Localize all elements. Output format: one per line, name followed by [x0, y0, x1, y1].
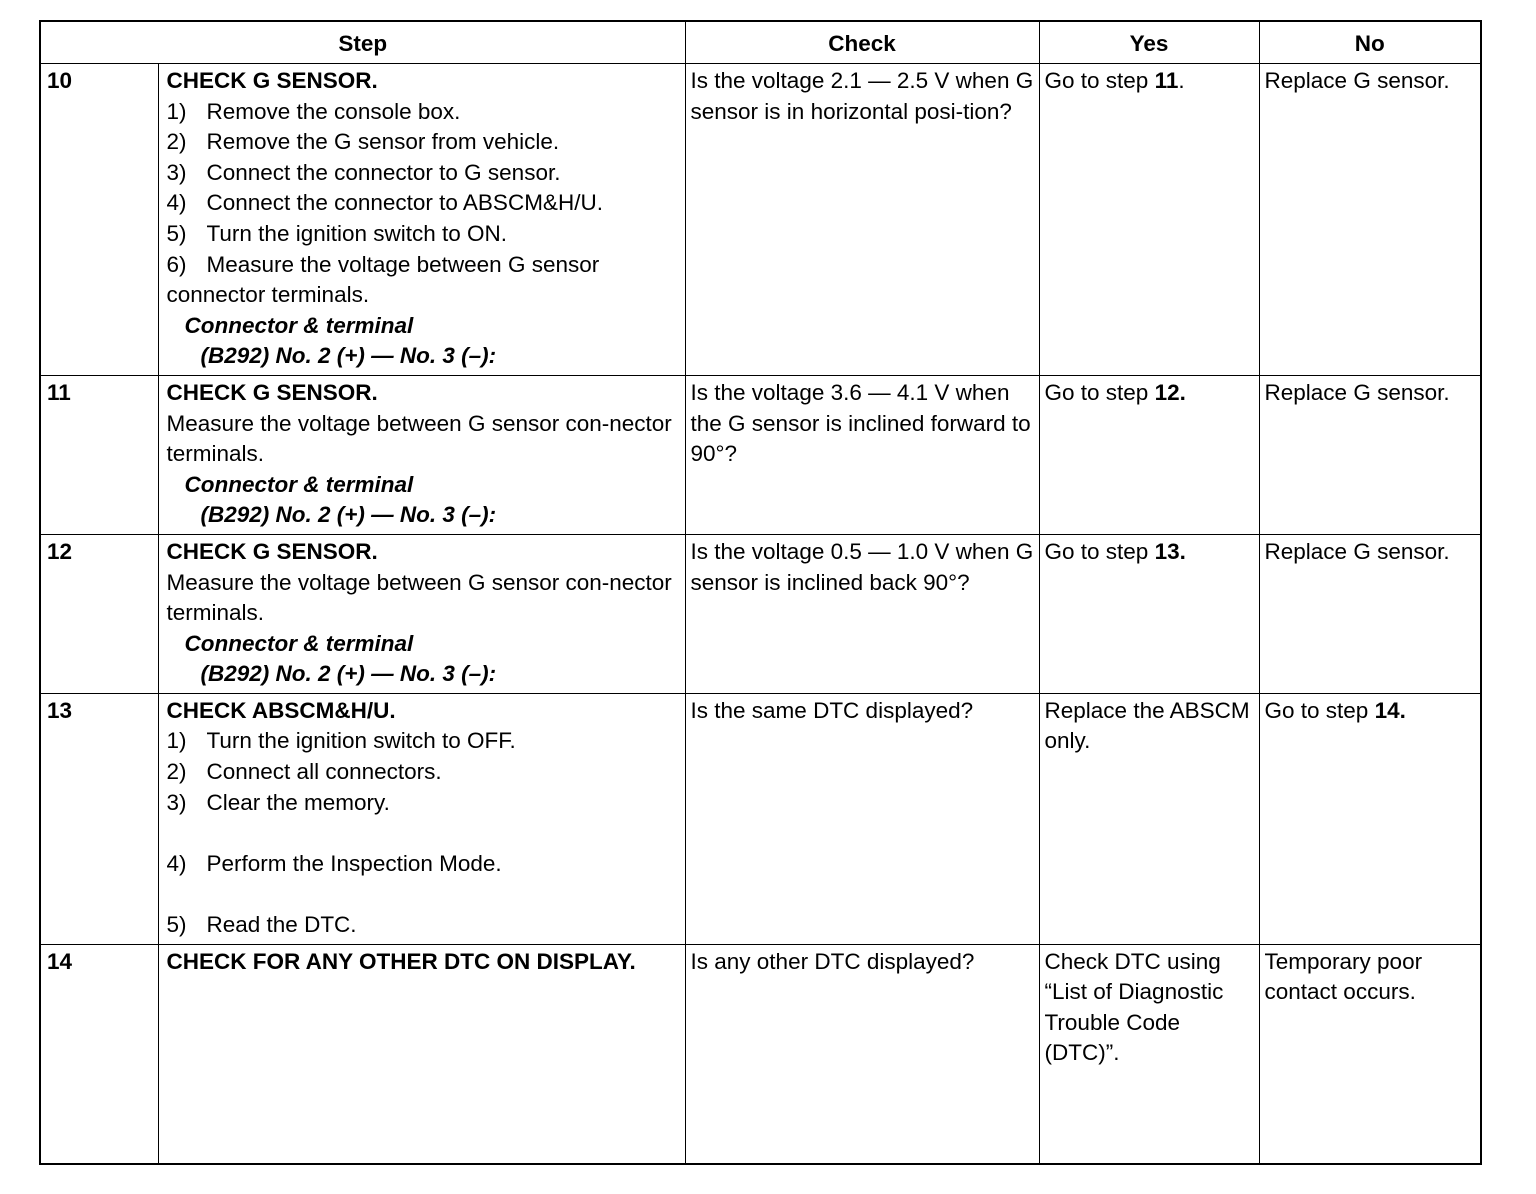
no-cell: Replace G sensor.	[1259, 64, 1481, 376]
list-item: 5) Turn the ignition switch to ON.	[166, 220, 508, 246]
yes-cell: Go to step 13.	[1039, 534, 1259, 693]
check-cell: Is the voltage 3.6 — 4.1 V when the G sensor is inclined forward to 90°?	[685, 375, 1039, 534]
list-item-continuation: connector terminals.	[166, 282, 370, 308]
check-cell: Is the same DTC displayed?	[685, 693, 1039, 944]
table-row	[40, 534, 1481, 693]
list-item: 3) Clear the memory.	[166, 789, 390, 815]
step-title: CHECK G SENSOR.	[166, 68, 378, 93]
spacer	[167, 879, 680, 910]
header-check: Check	[685, 21, 1039, 64]
connector-value: (B292) No. 2 (+) — No. 3 (–):	[200, 343, 497, 369]
list-item: 5) Read the DTC.	[166, 912, 357, 938]
connector-heading: Connector & terminal	[184, 312, 414, 338]
step-description	[158, 693, 685, 944]
no-cell: Replace G sensor.	[1259, 534, 1481, 693]
no-cell: Temporary poor contact occurs.	[1259, 944, 1481, 1164]
step-number: 13	[40, 693, 158, 944]
step-number: 12	[40, 534, 158, 693]
step-number: 10	[40, 64, 158, 376]
list-item: 1) Remove the console box.	[166, 98, 461, 124]
yes-cell: Check DTC using “List of Diagnostic Trouble Code (DTC)”.	[1039, 944, 1259, 1164]
table-row	[40, 64, 1481, 376]
connector-value: (B292) No. 2 (+) — No. 3 (–):	[200, 661, 497, 687]
header-yes: Yes	[1039, 21, 1259, 64]
check-cell: Is any other DTC displayed?	[685, 944, 1039, 1164]
step-title: CHECK G SENSOR.	[166, 379, 378, 405]
table-row	[40, 693, 1481, 944]
list-item: 1) Turn the ignition switch to OFF.	[166, 728, 516, 754]
list-item: 3) Connect the connector to G sensor.	[166, 159, 561, 185]
step-title: CHECK ABSCM&H/U.	[166, 697, 396, 723]
check-cell: Is the voltage 0.5 — 1.0 V when G sensor is inclined back 90°?	[685, 534, 1039, 693]
header-step: Step	[40, 21, 685, 64]
no-cell: Go to step 14.	[1259, 693, 1481, 944]
step-description	[158, 64, 685, 376]
step-number: 14	[40, 944, 158, 1164]
header-no: No	[1259, 21, 1481, 64]
yes-cell: Go to step 11.	[1039, 64, 1259, 376]
step-number: 11	[40, 375, 158, 534]
list-item: 2) Connect all connectors.	[166, 759, 442, 785]
step-title: CHECK FOR ANY OTHER DTC ON DISPLAY.	[166, 948, 636, 974]
table-row	[40, 375, 1481, 534]
list-item: 4) Connect the connector to ABSCM&H/U.	[166, 190, 603, 216]
header-row	[40, 21, 1481, 64]
check-cell: Is the voltage 2.1 — 2.5 V when G sensor is in horizontal posi-tion?	[685, 64, 1039, 376]
yes-cell: Replace the ABSCM only.	[1039, 693, 1259, 944]
table-row	[40, 944, 1481, 1164]
list-item: 2) Remove the G sensor from vehicle.	[166, 129, 560, 155]
spacer	[167, 818, 680, 849]
step-description	[158, 375, 685, 534]
connector-value: (B292) No. 2 (+) — No. 3 (–):	[200, 502, 497, 528]
diagnostic-table	[39, 20, 1482, 1165]
step-body: Measure the voltage between G sensor con-nector terminals.	[166, 410, 672, 467]
step-description	[158, 944, 685, 1164]
list-item: 6) Measure the voltage between G sensor	[166, 251, 600, 277]
yes-cell: Go to step 12.	[1039, 375, 1259, 534]
connector-heading: Connector & terminal	[184, 471, 414, 497]
step-title: CHECK G SENSOR.	[166, 538, 378, 564]
no-cell: Replace G sensor.	[1259, 375, 1481, 534]
step-description	[158, 534, 685, 693]
step-body: Measure the voltage between G sensor con-nector terminals.	[166, 569, 672, 626]
list-item: 4) Perform the Inspection Mode.	[166, 850, 502, 876]
connector-heading: Connector & terminal	[184, 630, 414, 656]
